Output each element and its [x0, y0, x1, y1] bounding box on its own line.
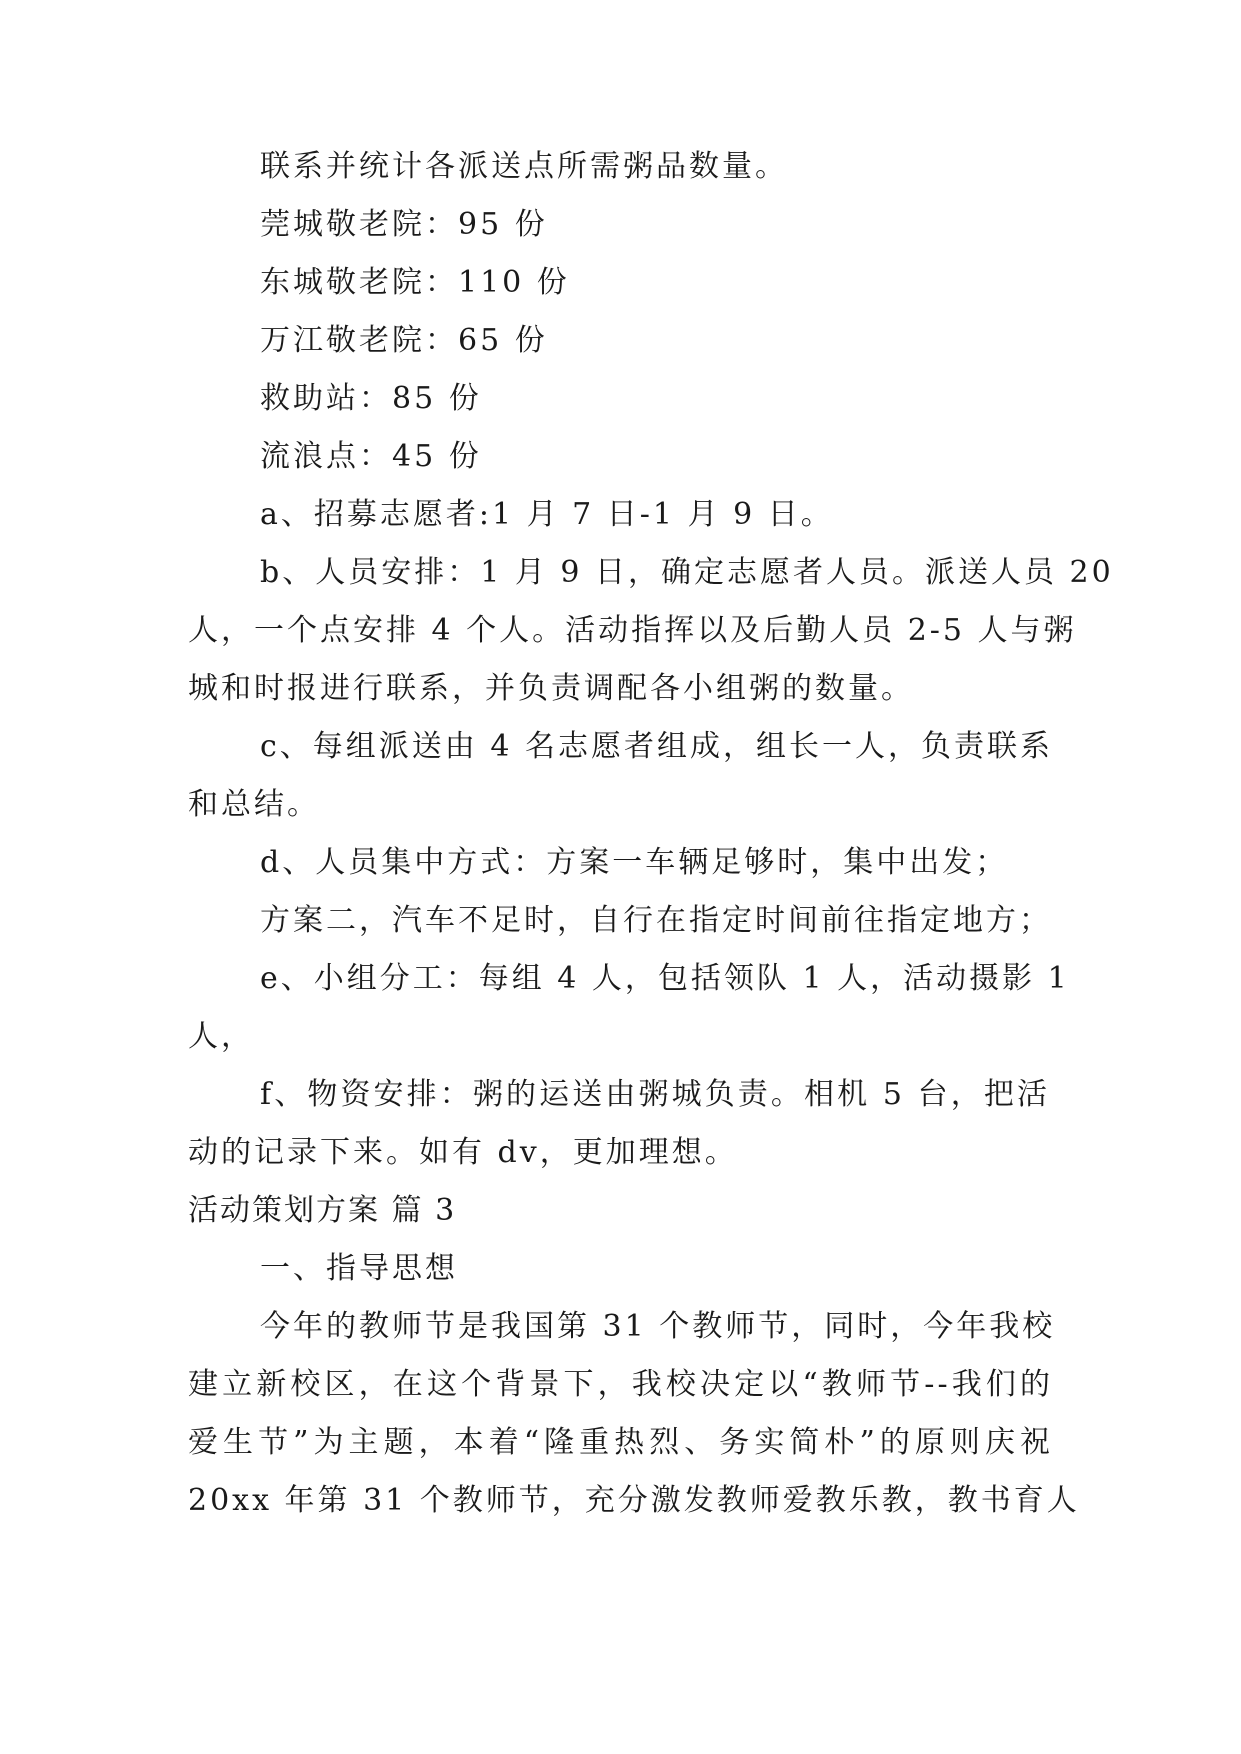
- paragraph-line: 爱生节”为主题，本着“隆重热烈、务实简朴”的原则庆祝: [188, 1425, 1053, 1460]
- paragraph-line: 今年的教师节是我国第 31 个教师节，同时，今年我校: [260, 1309, 1056, 1344]
- paragraph-line: c、每组派送由 4 名志愿者组成，组长一人，负责联系: [260, 729, 1053, 764]
- list-item: 救助站：85 份: [260, 381, 482, 416]
- list-item: 东城敬老院：110 份: [260, 265, 570, 300]
- paragraph-line: 人，: [188, 1019, 254, 1054]
- paragraph-line: 城和时报进行联系，并负责调配各小组粥的数量。: [188, 671, 914, 706]
- paragraph-line: 动的记录下来。如有 dv，更加理想。: [188, 1135, 738, 1170]
- paragraph-line: f、物资安排：粥的运送由粥城负责。相机 5 台，把活: [260, 1077, 1050, 1112]
- list-item: 流浪点：45 份: [260, 439, 482, 474]
- list-item: 万江敬老院：65 份: [260, 323, 548, 358]
- section-heading: 活动策划方案 篇 3: [188, 1193, 457, 1228]
- list-item: 莞城敬老院：95 份: [260, 207, 548, 242]
- paragraph-line: e、小组分工：每组 4 人，包括领队 1 人，活动摄影 1: [260, 961, 1070, 996]
- paragraph-line: b、人员安排：1 月 9 日，确定志愿者人员。派送人员 20: [260, 555, 1114, 590]
- paragraph-line: a、招募志愿者:1 月 7 日-1 月 9 日。: [260, 497, 834, 532]
- paragraph-line: 20xx 年第 31 个教师节，充分激发教师爱教乐教，教书育人: [188, 1483, 1080, 1518]
- subsection-heading: 一、指导思想: [260, 1251, 458, 1286]
- paragraph-line: 联系并统计各派送点所需粥品数量。: [260, 149, 788, 184]
- paragraph-line: 建立新校区，在这个背景下，我校决定以“教师节--我们的: [188, 1367, 1053, 1402]
- paragraph-line: d、人员集中方式：方案一车辆足够时，集中出发；: [260, 845, 1009, 880]
- paragraph-line: 方案二，汽车不足时，自行在指定时间前往指定地方；: [260, 903, 1052, 938]
- paragraph-line: 人，一个点安排 4 个人。活动指挥以及后勤人员 2-5 人与粥: [188, 613, 1077, 648]
- paragraph-line: 和总结。: [188, 787, 320, 822]
